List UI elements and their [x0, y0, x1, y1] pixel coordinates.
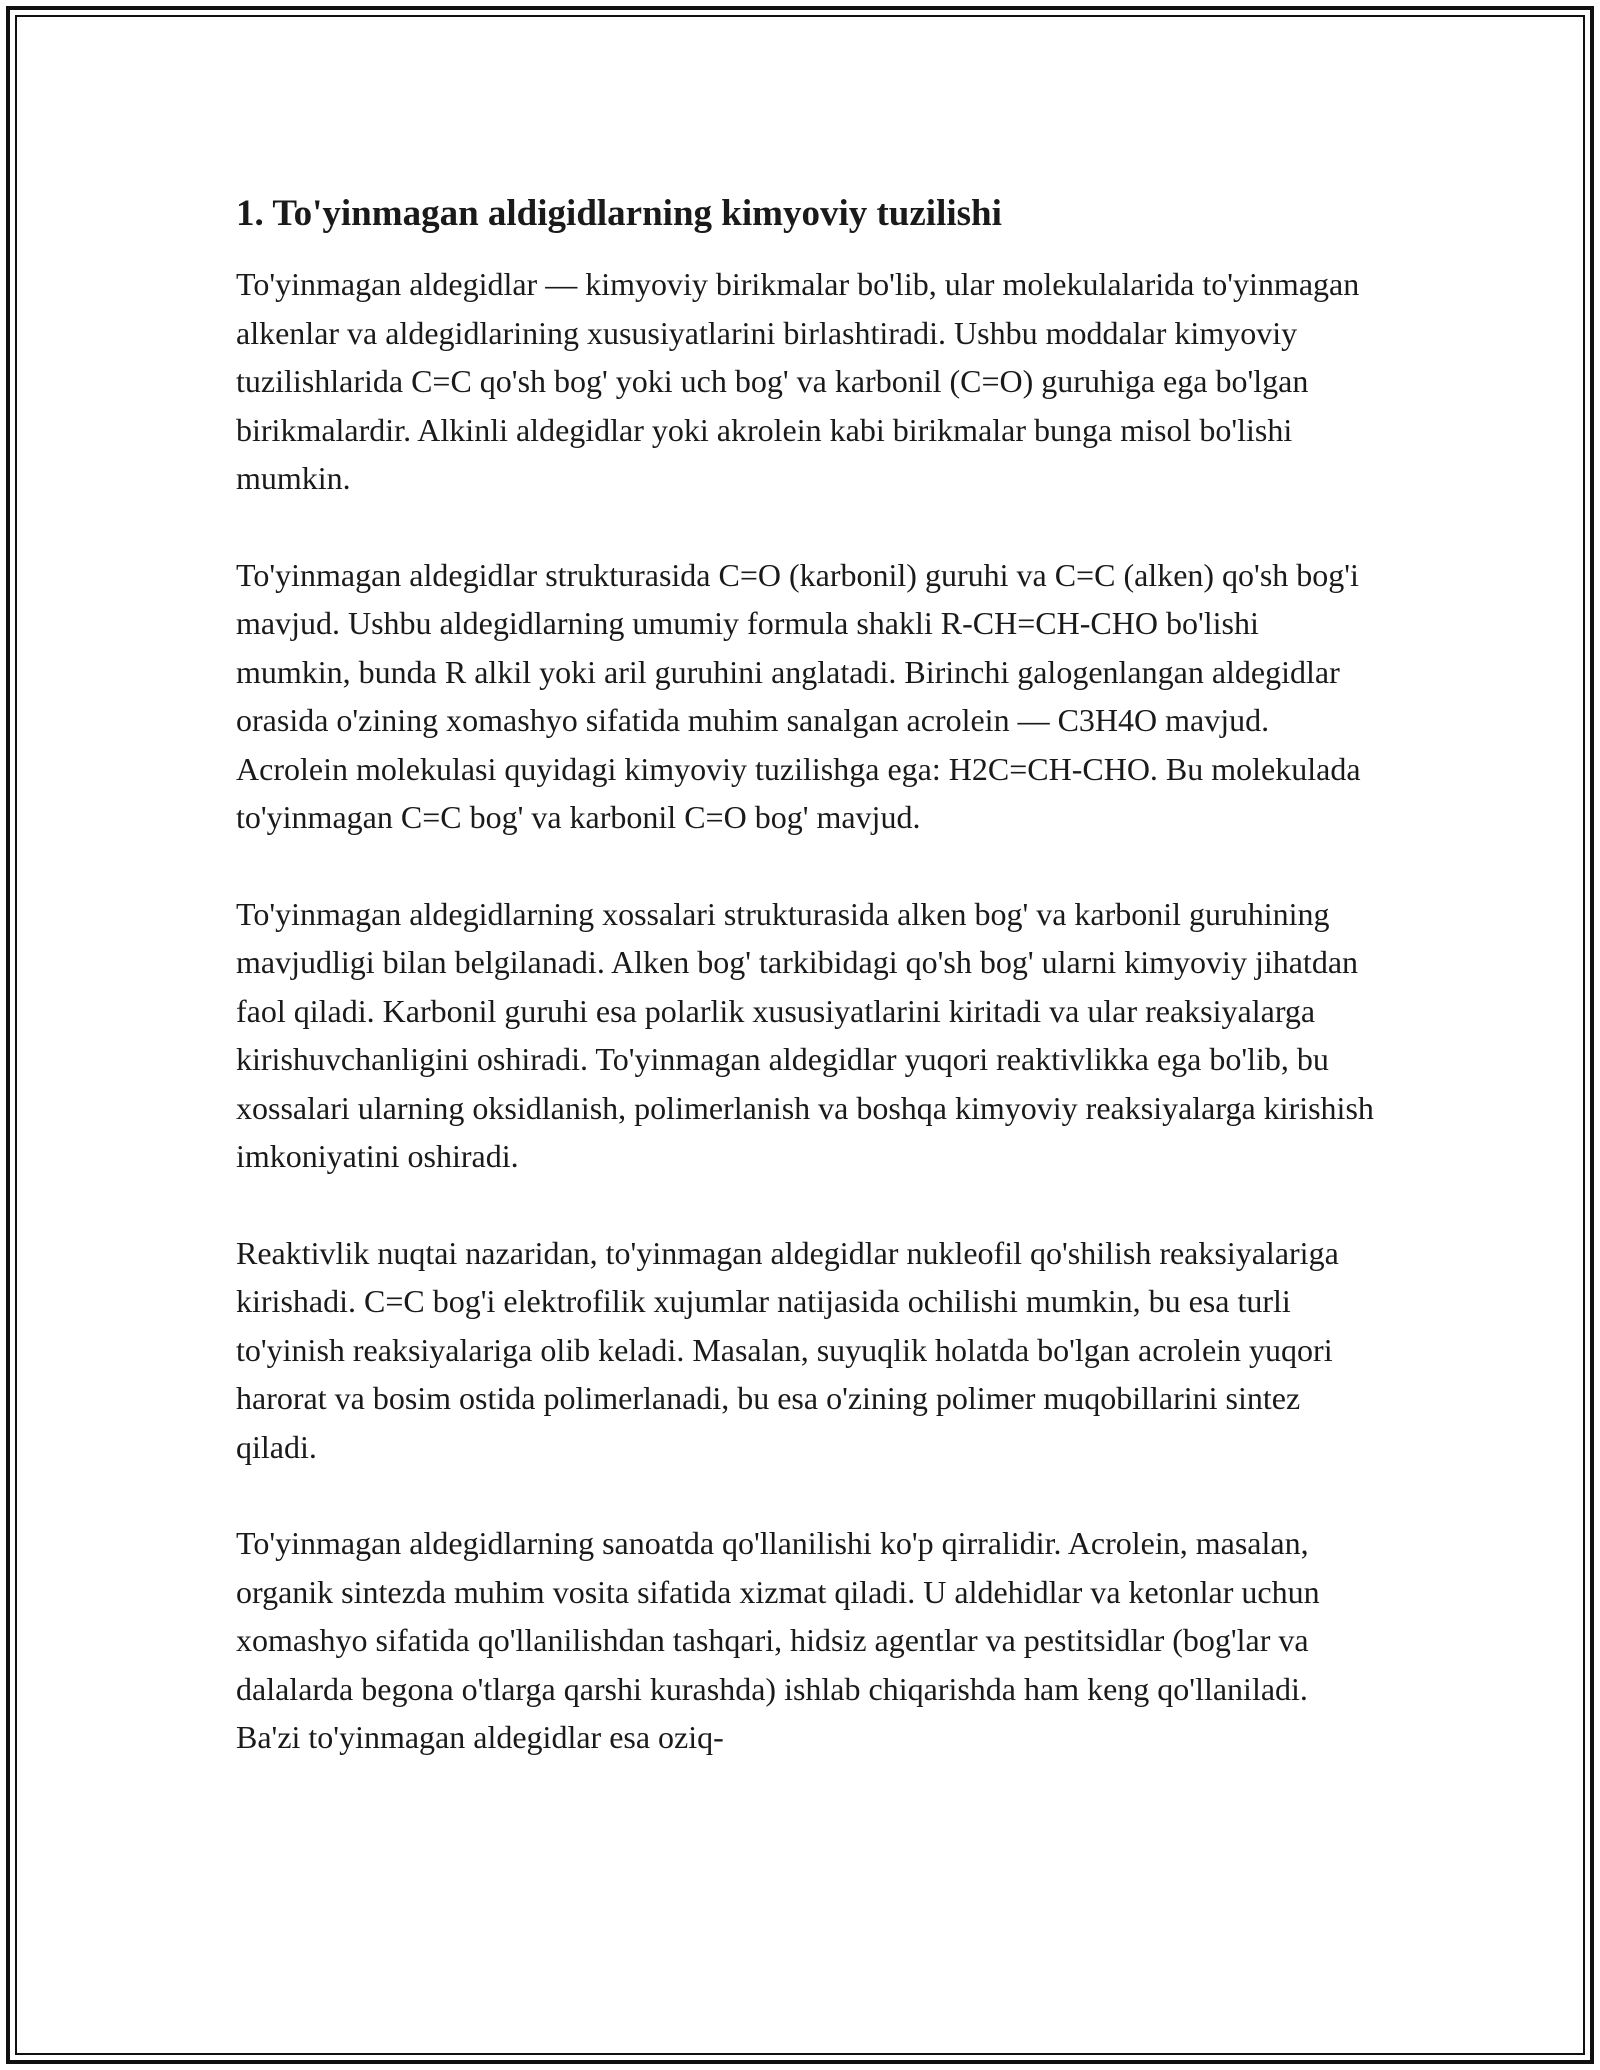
paragraph-5: To'yinmagan aldegidlarning sanoatda qo'llanilishi ko'p qirralidir. Acrolein, masalan, organik sintezda muhim vosita sifatida xizmat qiladi. U aldehidlar va ketonlar uchun xomashyo sifatida qo'llanilishdan tashqari, hidsiz agentlar va pestitsidlar (bog'lar va dalalarda begona o'tlarga qarshi kurashda) ishlab chiqarishda ham keng qo'llaniladi. Ba'zi to'yinmagan aldegidlar esa oziq- — [236, 1525, 1320, 1755]
paragraph-4: Reaktivlik nuqtai nazaridan, to'yinmagan aldegidlar nukleofil qo'shilish reaksiyalariga kirishadi. C=C bog'i elektrofilik xujumlar natijasida ochilishi mumkin, bu esa turli to'yinish reaksiyalariga olib keladi. Masalan, suyuqlik holatda bo'lgan acrolein yuqori harorat va bosim ostida polimerlanadi, bu esa o'zining polimer muqobillarini sintez qiladi. — [236, 1234, 1339, 1465]
paragraph-3: To'yinmagan aldegidlarning xossalari strukturasida alken bog' va karbonil guruhining mavjudligi bilan belgilanadi. Alken bog' tarkibidagi qo'sh bog' ularni kimyoviy jihatdan faol qiladi. Karbonil guruhi esa polarlik xususiyatlarini kiritadi va ular reaksiyalarga kirishuvchanligini oshiradi. To'yinmagan aldegidlar yuqori reaktivlikka ega bo'lib, bu xossalari ularning oksidlanish, polimerlanish va boshqa kimyoviy reaksiyalarga kirishish imkoniyatini oshiradi. — [236, 895, 1374, 1174]
section-heading: 1. To'yinmagan aldigidlarning kimyoviy tuzilishi — [236, 193, 1002, 234]
paragraph-1: To'yinmagan aldegidlar — kimyoviy birikmalar bo'lib, ular molekulalarida to'yinmagan alkenlar va aldegidlarining xususiyatlarini birlashtiradi. Ushbu moddalar kimyoviy tuzilishlarida C=C qo'sh bog' yoki uch bog' va karbonil (C=O) guruhiga ega bo'lgan birikmalardir. Alkinli aldegidlar yoki akrolein kabi birikmalar bunga misol bo'lishi mumkin. — [236, 266, 1360, 496]
paragraph-2: To'yinmagan aldegidlar strukturasida C=O (karbonil) guruhi va C=C (alken) qo'sh bog'i mavjud. Ushbu aldegidlarning umumiy formula shakli R-CH=CH-CHO bo'lishi mumkin, bunda R alkil yoki aril guruhini anglatadi. Birinchi galogenlangan aldegidlar orasida o'zining xomashyo sifatida muhim sanalgan acrolein — C3H4O mavjud. Acrolein molekulasi quyidagi kimyoviy tuzilishga ega: H2C=CH-CHO. Bu molekulada to'yinmagan C=C bog' va karbonil C=O bog' mavjud. — [236, 556, 1361, 835]
document-body — [236, 188, 1376, 1810]
